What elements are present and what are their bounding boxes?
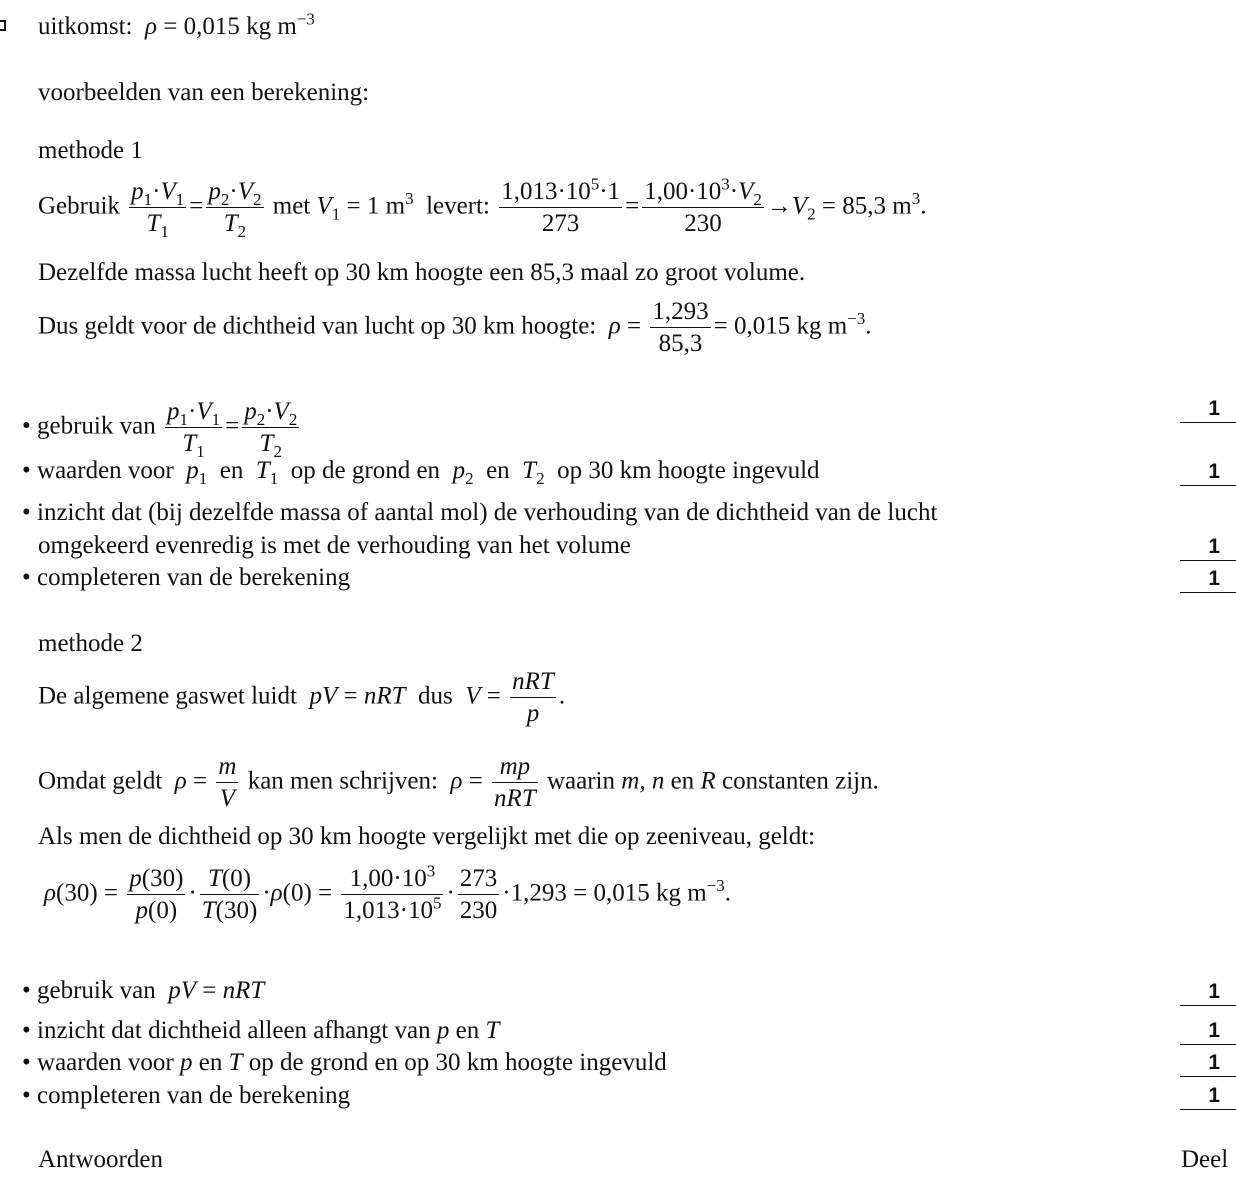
criterion-1-1: • gebruik van $\frac{p_1\cdot V_1}{T_1}$ = $\frac{p_2\cdot V_2}{T_2}$ (22, 398, 298, 462)
criterion-1-3b: omgekeerd evenredig is met de verhouding van het volume (38, 532, 631, 559)
score-2-2: 1 (1180, 1020, 1236, 1045)
methode1-line2: Dezelfde massa lucht heeft op 30 km hoogte een 85,3 maal zo groot volume. (38, 259, 806, 286)
criterion-1-2: • waarden voor $p_1$ en $T_1$ op de grond en $p_2$ en $T_2$ op 30 km hoogte ingevuld (22, 457, 820, 488)
score-2-4: 1 (1180, 1085, 1236, 1110)
criterion-1-4: • completeren van de berekening (22, 564, 351, 591)
methode2-als-line: Als men de dichtheid op 30 km hoogte vergelijkt met die op zeeniveau, geldt: (38, 823, 816, 850)
criterion-2-1: • gebruik van pV = nRT (22, 977, 265, 1004)
voorbeelden-heading: voorbeelden van een berekening: (38, 79, 370, 106)
criterion-2-2: • inzicht dat dichtheid alleen afhangt van p en T (22, 1017, 500, 1044)
criterion-2-3: • waarden voor p en T op de grond en op 30 km hoogte ingevuld (22, 1049, 667, 1076)
methode1-title: methode 1 (38, 137, 143, 164)
score-1-2: 1 (1180, 461, 1236, 486)
score-2-1: 1 (1180, 981, 1236, 1006)
methode2-gaswet-line: De algemene gaswet luidt pV = nRT dus V = $\frac{\text{nRT}}{p}$ . (38, 668, 566, 728)
score-2-3: 1 (1180, 1052, 1236, 1077)
methode2-omdat-line: Omdat geldt ρ = $\frac{m}{V}$ kan men schrijven: ρ = $\frac{mp}{\text{nRT}}$ waarin m, n en R constanten zijn. (38, 753, 879, 813)
score-1-4: 1 (1180, 568, 1236, 593)
score-1-1: 1 (1180, 398, 1236, 423)
footer-right: Deel (1181, 1146, 1229, 1173)
methode2-title: methode 2 (38, 630, 143, 657)
methode2-final-equation: ρ(30) = $\frac{p(30)}{p(0)}$ · $\frac{T(0)}{T(30)}$ ·ρ(0) = $\frac{1,00\cdot 10^3}{1,013\cdot 10^5}$ · $\frac{273}{230}$ ·1,293 = 0,015 kg $m^{-3}$. (44, 861, 731, 925)
methode1-line3: Dus geldt voor de dichtheid van lucht op 30 km hoogte: ρ = $\frac{1,293}{85,3}$ = 0,015 kg $m^{-3}$. (38, 298, 872, 358)
checkbox-marker (0, 20, 6, 31)
uitkomst-line: uitkomst: ρ = 0,015 kg $m^{-3}$ (38, 9, 315, 40)
methode1-equation-line: Gebruik $\frac{p_1\cdot V_1}{T_1}$ = $\frac{p_2\cdot V_2}{T_2}$ met $V_1 = 1$ $m^3$ levert: $\frac{1,013\cdot 10^5\cdot 1}{273}$ = $\frac{1,00\cdot 10^3\cdot V_2}{230}$ $\to V_2 = 85,3$ $m^3$. (38, 174, 927, 242)
criterion-1-3a: • inzicht dat (bij dezelfde massa of aantal mol) de verhouding van de dichtheid van de lucht (22, 499, 938, 526)
score-1-3: 1 (1180, 536, 1236, 561)
criterion-2-4: • completeren van de berekening (22, 1082, 351, 1109)
footer-left: Antwoorden (38, 1146, 163, 1173)
uitkomst-label: uitkomst: (38, 13, 133, 40)
uitkomst-value: 0,015 (183, 13, 240, 40)
